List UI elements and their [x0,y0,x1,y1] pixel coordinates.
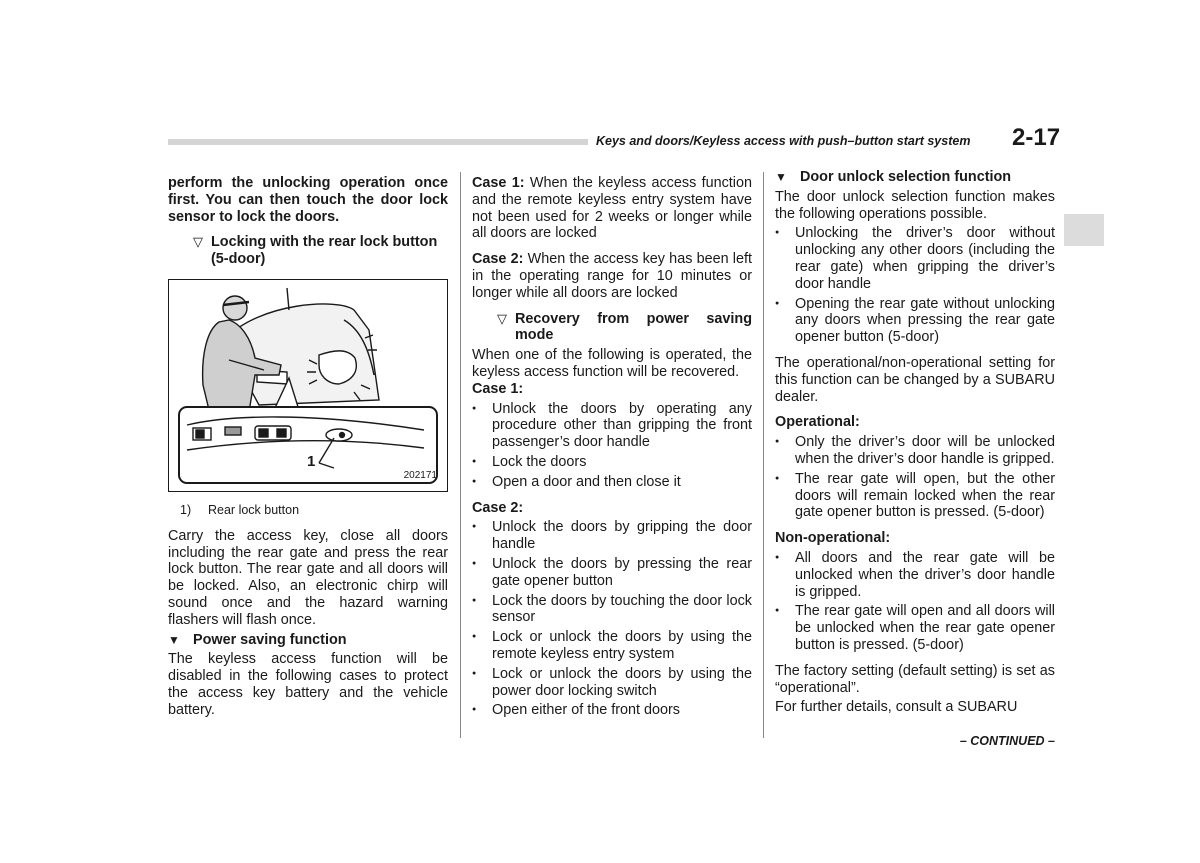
section-heading-door-unlock [775,169,1055,186]
column-divider [763,172,764,738]
bullet-icon: ● [472,706,477,714]
subheading-recovery [497,311,752,345]
case1-heading: Case 1: [472,380,524,397]
list-item: ● Lock the doors [472,453,587,470]
chapter-tab [1064,214,1104,246]
header-rule [168,139,588,145]
case1-text: When the keyless access function and the remote keyless entry system have not been used for 2 weeks or longer while all doors are locked [472,175,753,242]
bullet-icon: ● [472,457,477,465]
triangle-filled-icon: ▼ [168,632,180,647]
triangle-filled-icon: ▼ [775,170,787,184]
factory-setting-paragraph: The factory setting (default setting) is set as “operational”. [775,662,1055,696]
continued-marker: – CONTINUED – [959,734,1055,748]
bullet-icon: ● [472,559,477,567]
operational-heading: Operational: [775,414,860,431]
column-divider [460,172,461,738]
bullet-icon: ● [775,553,780,561]
recovery-intro: When one of the following is operated, the keyless access function will be recovered. [472,347,752,380]
page-number: 2-17 [1012,124,1061,151]
list-item: ● Unlock the doors by operating any procedure other than gripping the front passenger’s door handle [472,400,752,451]
rear-lock-button-figure [168,279,448,492]
bullet-icon: ● [472,669,477,677]
section-heading-text: Door unlock selection function [800,169,1012,185]
list-item: ● Unlocking the driver’s door without unlocking any other doors (including the rear gate) when gripping the driver’s door handle [775,225,1055,292]
case2-heading: Case 2: [472,499,524,516]
list-item: ● The rear gate will open, but the other doors will remain locked when the rear gate opener button is pressed. (5-door) [775,470,1055,521]
bullet-icon: ● [775,229,780,237]
case1-label: Case 1: [472,175,525,191]
setting-paragraph: The operational/non-operational setting for this function can be changed by a SUBARU dealer. [775,354,1055,405]
list-item: ● Unlock the doors by gripping the door handle [472,519,752,553]
body-paragraph: Carry the access key, close all doors including the rear gate and press the rear lock button. The rear gate and all doors will be locked. Also, an electronic chirp will sound once and the hazard warning flashers will flash once. [168,527,448,628]
caption-number: 1) [180,502,192,517]
list-item: ● Lock the doors by touching the door lock sensor [472,592,752,626]
bullet-icon: ● [775,474,780,482]
case2-text: When the access key has been left in the operating range for 10 minutes or longer while all doors are locked [472,251,752,301]
list-item: ● Lock or unlock the doors by using the power door locking switch [472,665,752,699]
triangle-outline-icon: ▽ [497,310,507,326]
bullet-icon: ● [472,523,477,531]
intro-text: The door unlock selection function makes the following operations possible. [775,188,1055,222]
figure-code: 202171 [403,469,437,481]
running-header-title: Keys and doors/Keyless access with push–button start system [596,134,971,148]
column-3 [775,169,1055,716]
list-item: ● Open a door and then close it [472,473,681,490]
caption-text: Rear lock button [208,502,300,517]
bullet-icon: ● [472,477,477,485]
bullet-icon: ● [472,596,477,604]
list-item: ● Only the driver’s door will be unlocked when the driver’s door handle is gripped. [775,434,1055,467]
figure-caption [168,502,448,519]
section-heading-power-saving [168,632,448,649]
column-1 [168,175,448,719]
list-item: ● All doors and the rear gate will be unlocked when the driver’s door handle is gripped. [775,549,1055,600]
section-body: The keyless access function will be disabled in the following cases to protect the access key battery and the vehicle battery. [168,651,448,718]
case2-label: Case 2: [472,251,524,268]
case1-paragraph [472,175,752,242]
subheading-text: Locking with the rear lock button (5-door) [211,234,438,268]
further-details-paragraph: For further details, consult a SUBARU [775,699,1018,716]
intro-text: perform the unlocking operation once first. You can then touch the door lock sensor to lock the doors. [168,175,448,225]
list-item: ● The rear gate will open and all doors will be unlocked when the rear gate opener button is pressed. (5-door) [775,603,1055,653]
nonoperational-heading: Non-operational: [775,530,891,547]
list-item: ● Unlock the doors by pressing the rear gate opener button [472,555,752,589]
figure-callout-number: 1 [307,452,316,470]
list-item: ● Open either of the front doors [472,702,680,719]
bullet-icon: ● [775,607,780,615]
triangle-outline-icon: ▽ [193,234,203,250]
list-item: ● Opening the rear gate without unlocking any doors when pressing the rear gate opener button (5-door) [775,295,1055,346]
section-heading-text: Power saving function [193,631,347,648]
bullet-icon: ● [775,299,780,307]
bullet-icon: ● [472,633,477,641]
list-item: ● Lock or unlock the doors by using the remote keyless entry system [472,629,752,662]
subheading-locking [193,234,448,268]
bullet-icon: ● [472,404,477,412]
column-2 [472,175,752,719]
subheading-text: Recovery from power saving mode [515,310,752,344]
case2-paragraph [472,251,752,301]
bullet-icon: ● [775,438,780,446]
